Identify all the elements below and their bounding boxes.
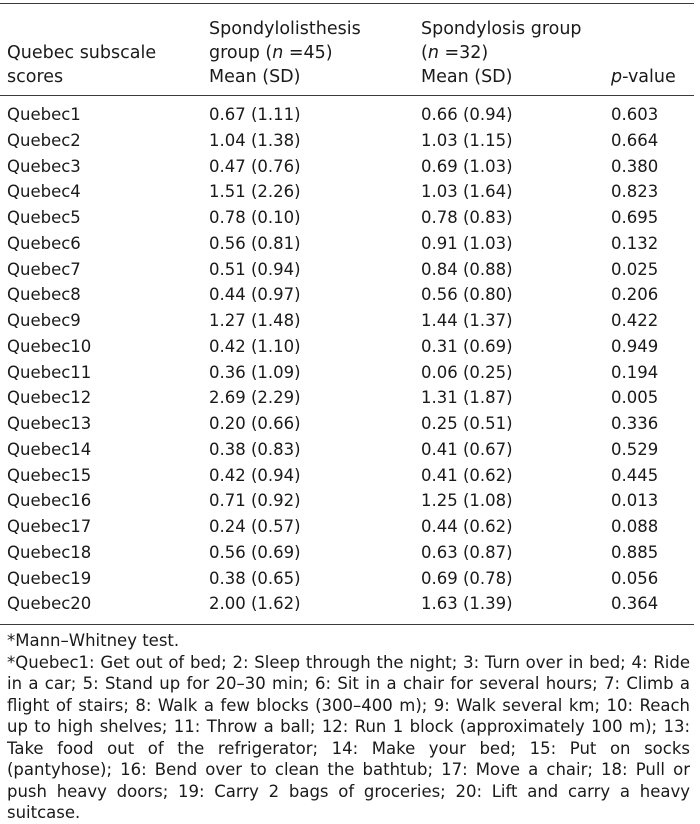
row-label: Quebec12 (7, 388, 92, 408)
p-value: 0.695 (611, 208, 659, 227)
spondylosis-value: 0.44 (0.62) (421, 517, 513, 536)
p-value: 0.025 (611, 259, 659, 279)
table-row (0, 231, 700, 257)
spondylolisthesis-value: 0.47 (0.76) (209, 156, 301, 176)
row-label: Quebec19 (7, 568, 92, 588)
row-label: Quebec17 (7, 517, 92, 536)
p-value: 0.088 (611, 517, 659, 536)
spondylolisthesis-value: 2.69 (2.29) (209, 388, 301, 408)
p-value: 0.336 (611, 414, 659, 433)
row-label: Quebec6 (7, 233, 81, 253)
table-row (0, 308, 700, 334)
p-value: 0.603 (611, 105, 659, 124)
row-label: Quebec10 (7, 336, 92, 356)
table-row (0, 385, 700, 411)
spondylosis-value: 1.03 (1.64) (421, 182, 513, 202)
row-label: Quebec16 (7, 491, 92, 511)
p-value: 0.005 (611, 388, 659, 408)
table-row (0, 282, 700, 308)
spondylolisthesis-value: 1.51 (2.26) (209, 182, 301, 202)
spondylosis-value: 0.69 (1.03) (421, 156, 513, 176)
spondylosis-value: 0.31 (0.69) (421, 336, 513, 356)
spondylolisthesis-value: 0.71 (0.92) (209, 491, 301, 511)
row-label: Quebec9 (7, 311, 81, 330)
footnote-test: *Mann–Whitney test. (7, 631, 180, 650)
spondylosis-value: 0.91 (1.03) (421, 233, 513, 253)
row-label: Quebec1 (7, 105, 81, 124)
spondylosis-value: 0.69 (0.78) (421, 568, 513, 588)
spondylosis-value: 0.41 (0.67) (421, 439, 513, 459)
header-rule (0, 95, 694, 96)
spondylolisthesis-value: 0.24 (0.57) (209, 517, 301, 536)
footnotes (7, 630, 690, 824)
table-row (0, 360, 700, 386)
row-label: Quebec20 (7, 594, 92, 614)
p-value: 0.664 (611, 130, 659, 150)
spondylosis-value: 1.63 (1.39) (421, 594, 513, 614)
table-row (0, 540, 700, 566)
spondylosis-value: 1.44 (1.37) (421, 311, 513, 330)
p-value: 0.364 (611, 594, 659, 614)
spondylolisthesis-value: 0.20 (0.66) (209, 414, 301, 433)
table-row (0, 591, 700, 617)
row-label: Quebec4 (7, 182, 81, 202)
footnote-quebec-items: *Quebec1: Get out of bed; 2: Sleep through the night; 3: Turn over in bed; 4: Ride in a car; 5: Stand up for 20–30 min; 6: Sit in a chair for several hours; 7: Climb a flight of stairs; 8: Walk a few blocks (300–400 m); 9: Walk several km; 10: Reach up to high shelves; 11: Throw a ball; 12: Run 1 block (approximately 100 m); 13: Take food out of the refrigerator; 14: Make your bed; 15: Put on socks (pantyhose); 16: Bend over to clean the bathtub; 17: Move a chair; 18: Pull or push heavy doors; 19: Carry 2 bags of groceries; 20: Lift and carry a heavy suitcase. (7, 652, 690, 822)
table-row (0, 437, 700, 463)
spondylosis-value: 1.03 (1.15) (421, 130, 513, 150)
p-value: 0.422 (611, 311, 659, 330)
table-row (0, 179, 700, 205)
spondylolisthesis-value: 0.38 (0.65) (209, 568, 301, 588)
spondylosis-value: 0.63 (0.87) (421, 542, 513, 562)
table-row (0, 566, 700, 592)
spondylolisthesis-value: 1.04 (1.38) (209, 130, 301, 150)
spondylolisthesis-value: 0.42 (0.94) (209, 465, 301, 485)
p-value: 0.194 (611, 362, 659, 382)
table-row (0, 334, 700, 360)
row-label: Quebec2 (7, 130, 81, 150)
row-label: Quebec8 (7, 285, 81, 305)
table-body (0, 102, 700, 617)
p-value: 0.823 (611, 182, 659, 202)
row-label: Quebec3 (7, 156, 81, 176)
table-row (0, 488, 700, 514)
top-rule (0, 3, 694, 4)
header-quebec-subscale-scores: Quebec subscale scores (7, 43, 157, 87)
bottom-rule (0, 624, 694, 625)
row-label: Quebec5 (7, 208, 81, 227)
spondylolisthesis-value: 0.42 (1.10) (209, 336, 301, 356)
p-value: 0.380 (611, 156, 659, 176)
table-row (0, 154, 700, 180)
header-spondylosis-group: Spondylosis group (n =32) Mean (SD) (421, 19, 582, 87)
row-label: Quebec14 (7, 439, 92, 459)
table-row (0, 102, 700, 128)
table-row (0, 463, 700, 489)
p-value: 0.013 (611, 491, 659, 511)
spondylolisthesis-value: 0.51 (0.94) (209, 259, 301, 279)
table-row (0, 257, 700, 283)
spondylolisthesis-value: 0.38 (0.83) (209, 439, 301, 459)
spondylolisthesis-value: 0.78 (0.10) (209, 208, 301, 227)
spondylosis-value: 0.78 (0.83) (421, 208, 513, 227)
spondylosis-value: 0.56 (0.80) (421, 285, 513, 305)
table-row (0, 411, 700, 437)
p-value: 0.445 (611, 465, 659, 485)
p-value: 0.056 (611, 568, 659, 588)
row-label: Quebec11 (7, 362, 92, 382)
table-row (0, 205, 700, 231)
spondylosis-value: 0.25 (0.51) (421, 414, 513, 433)
row-label: Quebec15 (7, 465, 92, 485)
spondylolisthesis-value: 0.56 (0.69) (209, 542, 301, 562)
spondylolisthesis-value: 0.36 (1.09) (209, 362, 301, 382)
spondylosis-value: 0.41 (0.62) (421, 465, 513, 485)
header-spondylolisthesis-group: Spondylolisthesis group (n =45) Mean (SD) (209, 19, 361, 87)
table-row (0, 128, 700, 154)
row-label: Quebec18 (7, 542, 92, 562)
spondylolisthesis-value: 0.67 (1.11) (209, 105, 301, 124)
p-value: 0.529 (611, 439, 659, 459)
row-label: Quebec13 (7, 414, 92, 433)
p-value: 0.206 (611, 285, 659, 305)
header-p-value: p-value (611, 67, 676, 87)
table-row (0, 514, 700, 540)
spondylolisthesis-value: 1.27 (1.48) (209, 311, 301, 330)
spondylolisthesis-value: 0.56 (0.81) (209, 233, 301, 253)
spondylosis-value: 0.84 (0.88) (421, 259, 513, 279)
spondylolisthesis-value: 0.44 (0.97) (209, 285, 301, 305)
spondylosis-value: 1.25 (1.08) (421, 491, 513, 511)
p-value: 0.885 (611, 542, 659, 562)
row-label: Quebec7 (7, 259, 81, 279)
spondylosis-value: 1.31 (1.87) (421, 388, 513, 408)
p-value: 0.132 (611, 233, 659, 253)
spondylosis-value: 0.06 (0.25) (421, 362, 513, 382)
spondylolisthesis-value: 2.00 (1.62) (209, 594, 301, 614)
p-value: 0.949 (611, 336, 659, 356)
spondylosis-value: 0.66 (0.94) (421, 105, 513, 124)
